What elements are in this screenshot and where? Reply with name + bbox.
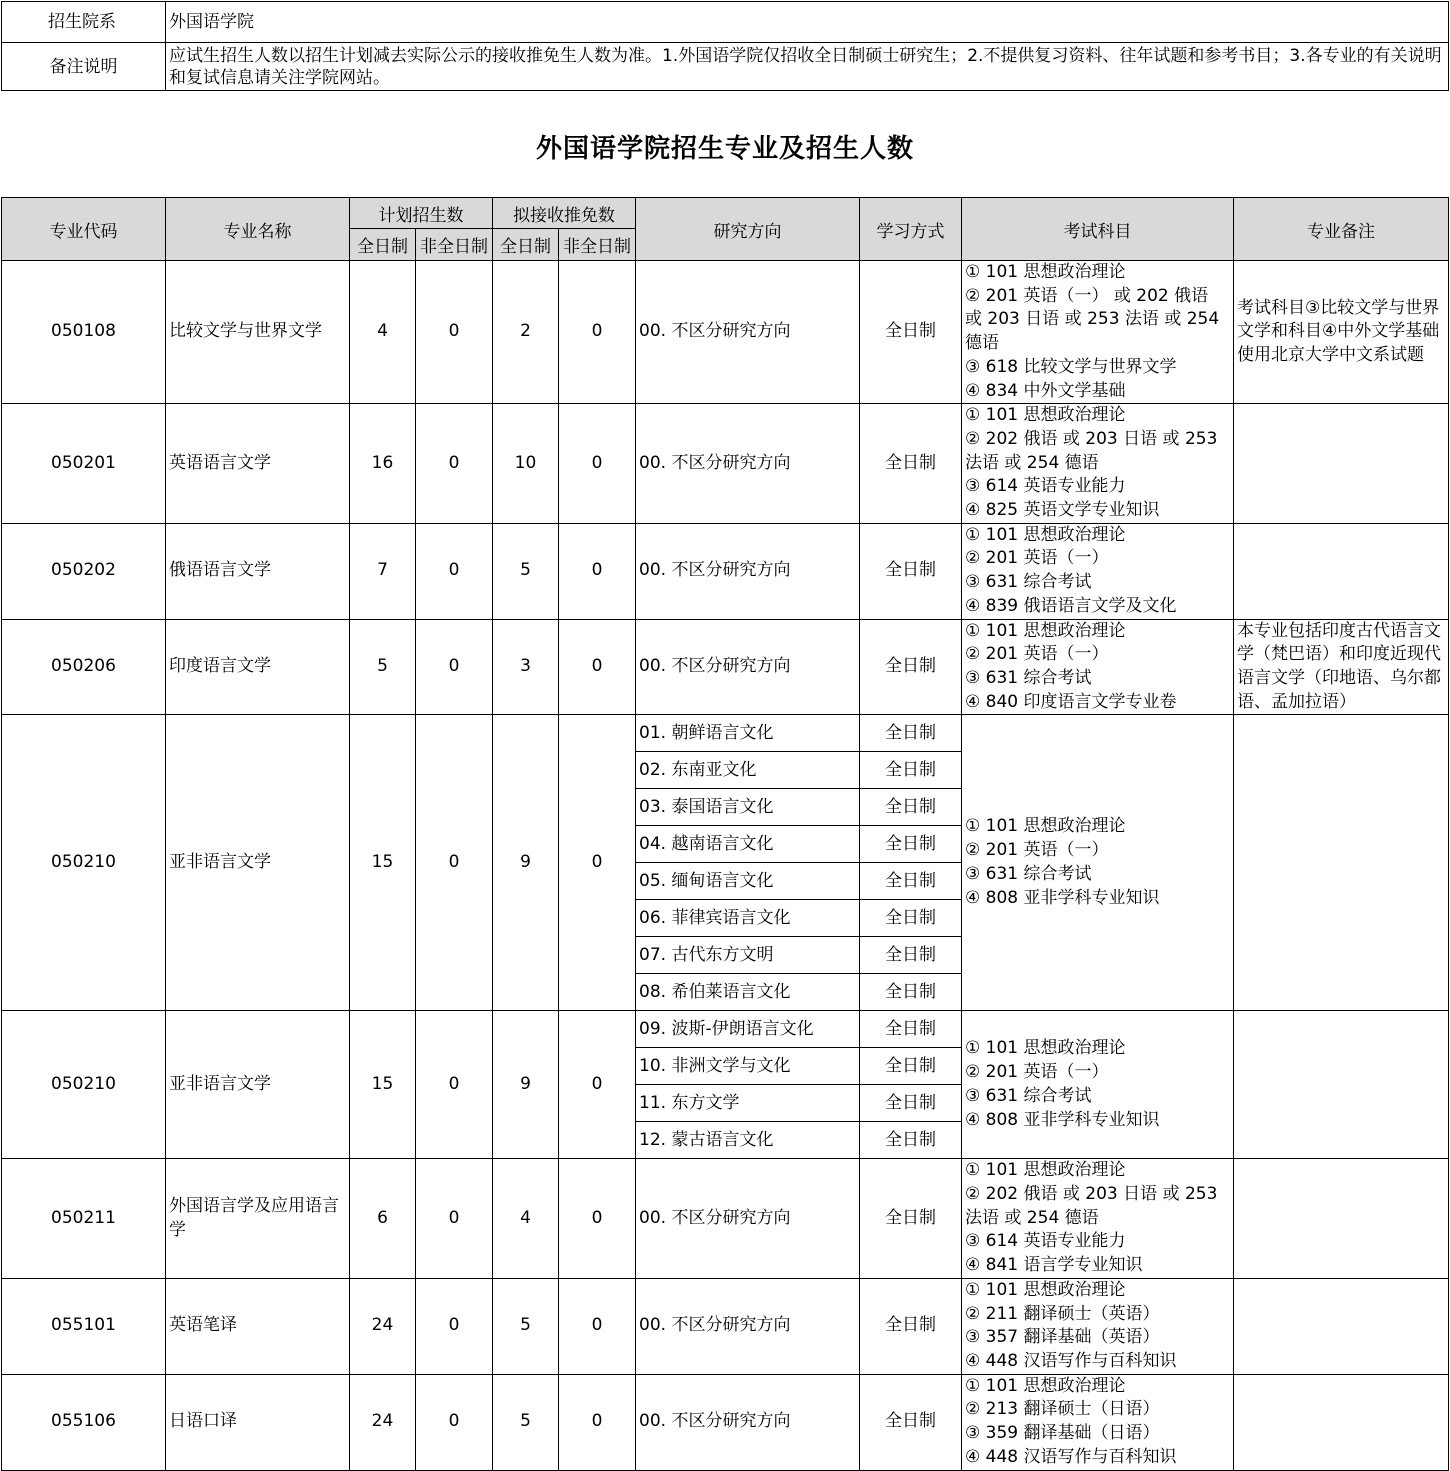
study-mode: 全日制 (860, 974, 962, 1011)
exam-subject: ④ 825 英语文学专业知识 (965, 500, 1160, 521)
research-direction: 01. 朝鲜语言文化 (636, 715, 860, 752)
research-direction: 00. 不区分研究方向 (636, 619, 860, 715)
study-mode: 全日制 (860, 826, 962, 863)
exam-subject: ② 202 俄语 或 203 日语 或 253 法语 或 254 德语 (965, 428, 1218, 473)
exam-subjects (962, 1278, 1234, 1374)
study-mode: 全日制 (860, 1085, 962, 1122)
plan-part: 0 (416, 619, 493, 715)
rec-part: 0 (559, 404, 636, 524)
table-row (2, 1011, 1449, 1048)
study-mode: 全日制 (860, 1159, 962, 1279)
research-direction: 06. 菲律宾语言文化 (636, 900, 860, 937)
exam-subject: ④ 448 汉语写作与百科知识 (965, 1446, 1177, 1467)
major-code: 055106 (2, 1374, 166, 1470)
major-name: 英语语言文学 (166, 404, 350, 524)
major-code: 050210 (2, 715, 166, 1011)
exam-subject: ③ 631 综合考试 (965, 572, 1092, 593)
major-remark (1234, 1374, 1449, 1470)
major-remark: 考试科目③比较文学与世界文学和科目④中外文学基础使用北京大学中文系试题 (1234, 261, 1449, 404)
exam-subject: ② 213 翻译硕士（日语） (965, 1399, 1160, 1420)
plan-part: 0 (416, 1011, 493, 1159)
exam-subjects (962, 1374, 1234, 1470)
research-direction: 08. 希伯莱语言文化 (636, 974, 860, 1011)
study-mode: 全日制 (860, 752, 962, 789)
table-row (2, 1159, 1449, 1279)
plan-full: 24 (350, 1374, 416, 1470)
header-rec-full: 全日制 (493, 229, 559, 261)
exam-subject: ② 201 英语（一） (965, 840, 1109, 861)
table-row (2, 523, 1449, 619)
research-direction: 11. 东方文学 (636, 1085, 860, 1122)
major-remark: 本专业包括印度古代语言文学（梵巴语）和印度近现代语言文学（印地语、乌尔都语、孟加拉语） (1234, 619, 1449, 715)
study-mode: 全日制 (860, 1122, 962, 1159)
major-name: 亚非语言文学 (166, 715, 350, 1011)
research-direction: 00. 不区分研究方向 (636, 1159, 860, 1279)
header-plan-part: 非全日制 (416, 229, 493, 261)
exam-subject: ④ 834 中外文学基础 (965, 380, 1126, 401)
exam-subject: ③ 357 翻译基础（英语） (965, 1327, 1160, 1348)
major-remark (1234, 523, 1449, 619)
plan-full: 7 (350, 523, 416, 619)
major-name: 俄语语言文学 (166, 523, 350, 619)
plan-part: 0 (416, 1159, 493, 1279)
table-row (2, 715, 1449, 752)
study-mode: 全日制 (860, 900, 962, 937)
major-table (1, 197, 1449, 1471)
table-row (2, 619, 1449, 715)
exam-subject: ② 202 俄语 或 203 日语 或 253 法语 或 254 德语 (965, 1184, 1218, 1228)
study-mode: 全日制 (860, 863, 962, 900)
exam-subjects (962, 1011, 1234, 1159)
header-direction: 研究方向 (636, 198, 860, 261)
rec-part: 0 (559, 1011, 636, 1159)
exam-subject: ① 101 思想政治理论 (965, 1279, 1126, 1300)
rec-part: 0 (559, 261, 636, 404)
header-name: 专业名称 (166, 198, 350, 261)
exam-subject: ③ 359 翻译基础（日语） (965, 1423, 1160, 1444)
study-mode: 全日制 (860, 1278, 962, 1374)
header-rec-part: 非全日制 (559, 229, 636, 261)
exam-subject: ④ 839 俄语语言文学及文化 (965, 595, 1177, 616)
study-mode: 全日制 (860, 715, 962, 752)
major-remark (1234, 404, 1449, 524)
study-mode: 全日制 (860, 1011, 962, 1048)
major-code: 050202 (2, 523, 166, 619)
plan-part: 0 (416, 523, 493, 619)
study-mode: 全日制 (860, 937, 962, 974)
exam-subjects (962, 715, 1234, 1011)
major-code: 050211 (2, 1159, 166, 1279)
header-exam: 考试科目 (962, 198, 1234, 261)
rec-part: 0 (559, 1278, 636, 1374)
plan-part: 0 (416, 715, 493, 1011)
research-direction: 12. 蒙古语言文化 (636, 1122, 860, 1159)
plan-part: 0 (416, 261, 493, 404)
dept-label: 招生院系 (2, 2, 166, 43)
exam-subject: ① 101 思想政治理论 (965, 816, 1126, 837)
rec-full: 9 (493, 715, 559, 1011)
major-name: 日语口译 (166, 1374, 350, 1470)
research-direction: 00. 不区分研究方向 (636, 1278, 860, 1374)
study-mode: 全日制 (860, 789, 962, 826)
exam-subject: ② 201 英语（一） 或 202 俄语 或 203 日语 或 253 法语 或 254 德语 (965, 285, 1220, 354)
rec-full: 9 (493, 1011, 559, 1159)
exam-subject: ① 101 思想政治理论 (965, 1375, 1126, 1396)
major-code: 050108 (2, 261, 166, 404)
major-remark (1234, 1278, 1449, 1374)
major-remark (1234, 715, 1449, 1011)
page-title: 外国语学院招生专业及招生人数 (535, 134, 914, 164)
exam-subject: ③ 614 英语专业能力 (965, 1231, 1126, 1252)
exam-subject: ③ 618 比较文学与世界文学 (965, 356, 1177, 377)
plan-full: 6 (350, 1159, 416, 1279)
exam-subject: ④ 841 语言学专业知识 (965, 1255, 1143, 1276)
research-direction: 04. 越南语言文化 (636, 826, 860, 863)
study-mode: 全日制 (860, 1374, 962, 1470)
exam-subject: ① 101 思想政治理论 (965, 262, 1126, 282)
major-name: 比较文学与世界文学 (166, 261, 350, 404)
plan-full: 5 (350, 619, 416, 715)
exam-subject: ① 101 思想政治理论 (965, 405, 1126, 426)
major-code: 050201 (2, 404, 166, 524)
rec-full: 3 (493, 619, 559, 715)
rec-full: 5 (493, 523, 559, 619)
exam-subject: ④ 840 印度语言文学专业卷 (965, 691, 1177, 712)
plan-full: 15 (350, 715, 416, 1011)
rec-part: 0 (559, 715, 636, 1011)
rec-part: 0 (559, 523, 636, 619)
exam-subject: ③ 631 综合考试 (965, 1085, 1092, 1106)
table-row (2, 261, 1449, 404)
header-code: 专业代码 (2, 198, 166, 261)
major-remark (1234, 1011, 1449, 1159)
header-remark: 专业备注 (1234, 198, 1449, 261)
note-label: 备注说明 (2, 43, 166, 91)
major-name: 亚非语言文学 (166, 1011, 350, 1159)
exam-subject: ② 211 翻译硕士（英语） (965, 1303, 1160, 1324)
exam-subject: ④ 808 亚非学科专业知识 (965, 887, 1160, 908)
exam-subject: ② 201 英语（一） (965, 644, 1109, 665)
table-row (2, 404, 1449, 524)
info-table (1, 1, 1449, 91)
header-plan-full: 全日制 (350, 229, 416, 261)
study-mode: 全日制 (860, 404, 962, 524)
research-direction: 00. 不区分研究方向 (636, 261, 860, 404)
rec-full: 10 (493, 404, 559, 524)
plan-full: 24 (350, 1278, 416, 1374)
exam-subject: ③ 631 综合考试 (965, 863, 1092, 884)
rec-full: 5 (493, 1374, 559, 1470)
major-name: 英语笔译 (166, 1278, 350, 1374)
plan-full: 4 (350, 261, 416, 404)
plan-part: 0 (416, 1374, 493, 1470)
research-direction: 03. 泰国语言文化 (636, 789, 860, 826)
exam-subject: ③ 631 综合考试 (965, 667, 1092, 688)
major-code: 055101 (2, 1278, 166, 1374)
research-direction: 00. 不区分研究方向 (636, 1374, 860, 1470)
study-mode: 全日制 (860, 523, 962, 619)
exam-subject: ② 201 英语（一） (965, 548, 1109, 569)
plan-part: 0 (416, 1278, 493, 1374)
study-mode: 全日制 (860, 1048, 962, 1085)
major-code: 050210 (2, 1011, 166, 1159)
exam-subject: ③ 614 英语专业能力 (965, 476, 1126, 497)
rec-part: 0 (559, 619, 636, 715)
exam-subjects (962, 523, 1234, 619)
rec-full: 5 (493, 1278, 559, 1374)
rec-part: 0 (559, 1374, 636, 1470)
exam-subject: ④ 448 汉语写作与百科知识 (965, 1350, 1177, 1371)
dept-value: 外国语学院 (166, 2, 1449, 43)
plan-full: 15 (350, 1011, 416, 1159)
plan-full: 16 (350, 404, 416, 524)
rec-part: 0 (559, 1159, 636, 1279)
note-value: 应试生招生人数以招生计划减去实际公示的接收推免生人数为准。1.外国语学院仅招收全日制硕士研究生；2.不提供复习资料、往年试题和参考书目；3.各专业的有关说明和复试信息请关注学院网站。 (166, 43, 1449, 91)
exam-subject: ① 101 思想政治理论 (965, 1038, 1126, 1059)
exam-subjects (962, 1159, 1234, 1279)
exam-subject: ① 101 思想政治理论 (965, 1160, 1126, 1181)
exam-subjects (962, 404, 1234, 524)
exam-subject: ④ 808 亚非学科专业知识 (965, 1109, 1160, 1130)
study-mode: 全日制 (860, 261, 962, 404)
research-direction: 00. 不区分研究方向 (636, 523, 860, 619)
rec-full: 2 (493, 261, 559, 404)
research-direction: 10. 非洲文学与文化 (636, 1048, 860, 1085)
major-remark (1234, 1159, 1449, 1279)
research-direction: 00. 不区分研究方向 (636, 404, 860, 524)
exam-subject: ① 101 思想政治理论 (965, 524, 1126, 545)
major-name: 外国语言学及应用语言学 (166, 1159, 350, 1279)
research-direction: 07. 古代东方文明 (636, 937, 860, 974)
header-rec: 拟接收推免数 (493, 198, 636, 229)
exam-subject: ② 201 英语（一） (965, 1062, 1109, 1083)
plan-part: 0 (416, 404, 493, 524)
study-mode: 全日制 (860, 619, 962, 715)
exam-subjects (962, 261, 1234, 404)
research-direction: 09. 波斯-伊朗语言文化 (636, 1011, 860, 1048)
major-code: 050206 (2, 619, 166, 715)
exam-subjects (962, 619, 1234, 715)
table-row (2, 1374, 1449, 1470)
research-direction: 02. 东南亚文化 (636, 752, 860, 789)
header-mode: 学习方式 (860, 198, 962, 261)
rec-full: 4 (493, 1159, 559, 1279)
exam-subject: ① 101 思想政治理论 (965, 620, 1126, 641)
table-row (2, 1278, 1449, 1374)
header-plan: 计划招生数 (350, 198, 493, 229)
major-name: 印度语言文学 (166, 619, 350, 715)
research-direction: 05. 缅甸语言文化 (636, 863, 860, 900)
